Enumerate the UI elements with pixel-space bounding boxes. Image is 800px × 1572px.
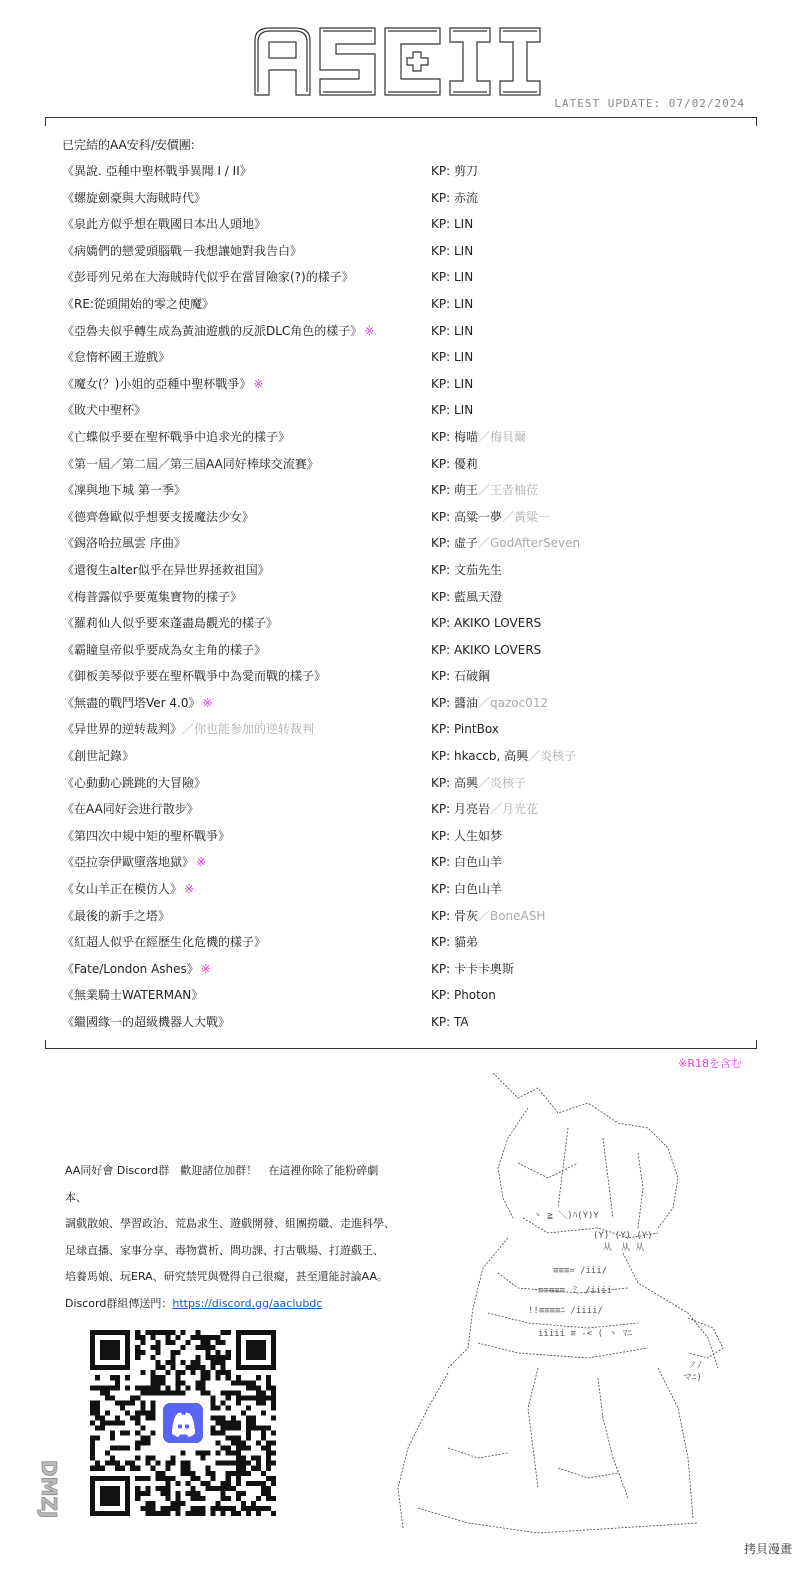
item-title — [62, 770, 206, 797]
item-kp-text: KP: PintBox — [431, 722, 499, 737]
item-kp — [431, 318, 473, 345]
item-title — [62, 743, 134, 770]
item-kp — [431, 903, 545, 930]
item-kp-text: KP: 文茄先生 — [431, 562, 502, 577]
item-kp-text: KP: 高粱一夢 — [431, 509, 502, 524]
item-title — [62, 929, 266, 956]
list-item — [62, 451, 752, 478]
list-item — [62, 291, 752, 318]
list-item — [62, 557, 752, 584]
item-title-text: 《第四次中規中矩的聖杯戰爭》 — [62, 828, 231, 843]
list-item — [62, 238, 752, 265]
item-kp-text: KP: 白色山羊 — [431, 855, 502, 870]
item-title — [62, 264, 354, 291]
discord-qr-code[interactable] — [90, 1330, 276, 1516]
discord-line: 調戲散娘、學習政治、荒島求生、遊戲開發、組團撈職、走進科學、 — [65, 1217, 395, 1230]
item-title-text: 《異說. 亞種中聖杯戰爭異聞 I / II》 — [62, 164, 252, 178]
item-kp-text: KP: LIN — [431, 243, 474, 258]
item-kp — [431, 185, 478, 212]
item-kp — [431, 770, 526, 797]
item-title — [62, 1009, 230, 1036]
dmzj-watermark — [12, 1458, 61, 1553]
item-title-text: 《魔女(？)小姐的亞種中聖杯戰爭》 — [62, 376, 252, 391]
item-kp-text: KP: LIN — [431, 217, 474, 232]
item-title-text: 《亞拉奈伊歐墮落地獄》 — [62, 855, 195, 870]
list-item — [62, 849, 752, 876]
item-title — [62, 451, 319, 478]
item-title-text: 《羅莉仙人似乎要來蓬盡島觀光的樣子》 — [62, 616, 279, 631]
item-title-text: 《德齊魯歐似乎想要支援魔法少女》 — [62, 509, 255, 524]
item-kp — [431, 929, 478, 956]
item-title — [62, 371, 263, 398]
item-title-text: 《螺旋劍豪與大海賊時代》 — [62, 190, 207, 205]
item-kp-text: KP: 人生如梦 — [431, 828, 502, 843]
item-kp-text: KP: Photon — [431, 988, 496, 1003]
item-kp-text: KP: 醬油 — [431, 695, 478, 710]
item-title-text: 《异世界的逆转裁判》 — [62, 722, 183, 737]
item-kp-alt: ／梅貝爾 — [477, 429, 526, 444]
item-kp — [431, 557, 502, 584]
item-kp — [431, 211, 473, 238]
list-item — [62, 796, 752, 823]
item-title-text: 《御板美琴似乎要在聖杯戰爭中為愛而戰的樣子》 — [62, 669, 327, 684]
discord-link[interactable]: https://discord.gg/aaclubdc — [172, 1296, 323, 1310]
item-kp-alt: ／黃粱一 — [501, 509, 550, 524]
item-kp-text: KP: 骨灰 — [431, 908, 478, 923]
list-item — [62, 956, 752, 983]
discord-line: AA同好會 Discord群 歡迎諸位加群！ 在這裡你除了能粉碎劇本、 — [65, 1164, 379, 1204]
item-title — [62, 716, 314, 743]
list-item — [62, 743, 752, 770]
item-title — [62, 291, 214, 318]
item-kp-text: KP: AKIKO LOVERS — [431, 616, 542, 631]
item-kp-alt: ／qazoc012 — [477, 695, 549, 710]
item-kp — [431, 344, 473, 371]
item-kp-alt: ／炎核子 — [528, 749, 577, 764]
list-item — [62, 929, 752, 956]
item-title-text: 《Fate/London Ashes》 — [62, 961, 199, 976]
item-title — [62, 690, 213, 717]
item-kp — [431, 504, 550, 531]
item-kp — [431, 743, 576, 770]
ascii-art-illustration — [388, 1068, 738, 1548]
item-kp-text: KP: 白色山羊 — [431, 882, 502, 897]
completed-list — [62, 158, 752, 1036]
item-kp-text: KP: LIN — [431, 270, 474, 285]
item-kp — [431, 849, 502, 876]
item-title — [62, 158, 252, 185]
item-title — [62, 876, 194, 903]
svg-text:マﾆ): マﾆ) — [683, 1373, 702, 1383]
item-kp — [431, 796, 538, 823]
ascii-logo — [250, 20, 550, 100]
list-item — [62, 610, 752, 637]
item-kp-text: KP: 虛子 — [431, 536, 478, 551]
item-kp — [431, 823, 502, 850]
item-title — [62, 637, 266, 664]
watermark-left-text: DMZJ — [37, 1460, 61, 1519]
item-title — [62, 982, 203, 1009]
item-title-alt: ／你也能参加的逆转裁判 — [182, 722, 315, 737]
item-title-text: 《無業騎士WATERMAN》 — [62, 988, 204, 1003]
list-item — [62, 823, 752, 850]
svg-text:≡≡≡≡≡ ミ /iiii: ≡≡≡≡≡ ミ /iiii — [538, 1286, 613, 1296]
item-title-text: 《亡蝶似乎要在聖杯戰爭中追求光的樣子》 — [62, 429, 291, 444]
list-item — [62, 663, 752, 690]
item-title — [62, 318, 374, 345]
item-title — [62, 610, 278, 637]
item-title — [62, 584, 242, 611]
item-title — [62, 504, 254, 531]
item-kp — [431, 397, 473, 424]
list-item — [62, 318, 752, 345]
list-item — [62, 344, 752, 371]
item-kp-text: KP: 月亮岩 — [431, 802, 490, 817]
r18-mark: ※ — [364, 323, 375, 338]
item-title — [62, 238, 302, 265]
item-kp-text: KP: 剪刀 — [431, 164, 478, 178]
list-frame-bottom — [45, 1040, 757, 1049]
item-title — [62, 344, 170, 371]
item-kp — [431, 530, 580, 557]
item-title-text: 《彭哥列兄弟在大海賊時代似乎在當冒險家(?)的樣子》 — [62, 270, 354, 285]
item-kp-text: KP: LIN — [431, 403, 474, 418]
item-title-text: 《紅超人似乎在經歷生化危機的樣子》 — [62, 935, 267, 950]
item-kp-text: KP: 高興 — [431, 775, 478, 790]
item-title — [62, 211, 266, 238]
item-kp-text: KP: LIN — [431, 350, 474, 365]
item-title-text: 《在AA同好会进行散步》 — [62, 802, 199, 817]
svg-text:≡≡≡= /iii/: ≡≡≡= /iii/ — [553, 1266, 608, 1276]
list-item — [62, 716, 752, 743]
item-title — [62, 956, 211, 983]
latest-update: LATEST UPDATE: 07/02/2024 — [554, 97, 745, 110]
list-item — [62, 584, 752, 611]
item-title-text: 《創世記錄》 — [62, 749, 135, 764]
item-kp-text: KP: 藍風天澄 — [431, 589, 502, 604]
list-item — [62, 211, 752, 238]
list-item — [62, 158, 752, 185]
list-item — [62, 185, 752, 212]
item-kp — [431, 663, 490, 690]
item-kp-text: KP: 梅喵 — [431, 429, 478, 444]
item-title — [62, 663, 326, 690]
svg-text:iiiii ≡ -< ( ヽ ﾏﾆ: iiiii ≡ -< ( ヽ ﾏﾆ — [538, 1329, 632, 1339]
item-title-text: 《心動動心跳跳的大冒險》 — [62, 775, 207, 790]
item-kp-text: KP: 赤流 — [431, 190, 478, 205]
item-kp-text: KP: 卡卡卡奧斯 — [431, 961, 514, 976]
discord-link-row — [65, 1291, 395, 1318]
svg-text:丶 ≧ ＼)ﾊ(Y)Y: 丶 ≧ ＼)ﾊ(Y)Y — [533, 1211, 599, 1221]
item-title — [62, 397, 146, 424]
item-kp-text: KP: 石破鋼 — [431, 669, 490, 684]
list-item — [62, 264, 752, 291]
svg-text:从 从 从: 从 从 从 — [603, 1243, 645, 1253]
item-kp — [431, 956, 514, 983]
list-item — [62, 477, 752, 504]
item-title-text: 《亞魯夫似乎轉生成為黃油遊戲的反派DLC角色的樣子》 — [62, 323, 363, 338]
list-heading: 已完結的AA安科/安價團: — [62, 138, 195, 152]
item-title-text: 《泉此方似乎想在戰國日本出人頭地》 — [62, 217, 267, 232]
list-item — [62, 876, 752, 903]
item-title — [62, 530, 186, 557]
item-title — [62, 796, 199, 823]
item-title-text: 《敗犬中聖杯》 — [62, 403, 147, 418]
item-title-text: 《凜與地下城 第一季》 — [62, 483, 186, 498]
item-kp-text: KP: 萌王 — [431, 483, 478, 498]
svg-text:(Y) (Y) (Y): (Y) (Y) (Y) — [593, 1231, 653, 1241]
item-kp — [431, 876, 502, 903]
item-title-text: 《最後的新手之塔》 — [62, 908, 171, 923]
r18-mark: ※ — [253, 376, 264, 391]
item-title — [62, 823, 230, 850]
list-item — [62, 982, 752, 1009]
item-kp — [431, 158, 478, 185]
list-item — [62, 397, 752, 424]
list-item — [62, 371, 752, 398]
item-kp-alt: ／GodAfterSeven — [477, 536, 581, 551]
item-title-text: 《怠惰杯國王遊戲》 — [62, 350, 171, 365]
item-title-text: 《無盡的戰鬥塔Ver 4.0》 — [62, 695, 201, 710]
item-kp-text: KP: TA — [431, 1015, 469, 1029]
item-kp — [431, 637, 541, 664]
item-kp-text: KP: 優莉 — [431, 456, 478, 471]
discord-link-label: Discord群組傳送門： — [65, 1296, 173, 1310]
copymanga-watermark: 拷貝漫畫 — [743, 1542, 792, 1556]
r18-mark: ※ — [184, 882, 195, 897]
item-kp — [431, 610, 541, 637]
list-item — [62, 903, 752, 930]
item-title-text: 《梅普露似乎要蒐集寶物的樣子》 — [62, 589, 243, 604]
item-kp — [431, 424, 526, 451]
list-item — [62, 637, 752, 664]
item-title — [62, 185, 206, 212]
item-title-text: 《病嬌們的戀愛頭腦戰－我想讓她對我告白》 — [62, 243, 303, 258]
item-title — [62, 849, 206, 876]
item-kp-alt: ／炎核子 — [477, 775, 526, 790]
item-title-text: 《第一屆／第二屆／第三屆AA同好棒球交流賽》 — [62, 456, 319, 471]
list-item — [62, 530, 752, 557]
r18-mark: ※ — [196, 855, 207, 870]
list-item — [62, 424, 752, 451]
item-kp-text: KP: 貓弟 — [431, 935, 478, 950]
item-kp — [431, 238, 473, 265]
r18-mark: ※ — [200, 961, 211, 976]
list-frame-top — [45, 117, 757, 126]
item-kp — [431, 1009, 469, 1036]
item-kp-alt: ／BoneASH — [477, 908, 546, 923]
item-title-text: 《錫洛哈拉風雲 序曲》 — [62, 536, 186, 551]
item-kp-alt: ／王者柚莅 — [477, 483, 538, 498]
item-title-text: 《霸瞳皇帝似乎要成為女主角的樣子》 — [62, 642, 267, 657]
discord-line: 足球直播、家事分享、毒物賞析、問功課、打古戰場、打遊戲王、 — [65, 1243, 384, 1257]
item-title — [62, 424, 290, 451]
item-kp — [431, 982, 496, 1009]
item-kp — [431, 716, 499, 743]
list-item — [62, 770, 752, 797]
item-kp-text: KP: hkaccb, 高興 — [431, 749, 529, 764]
item-kp — [431, 291, 473, 318]
item-kp — [431, 584, 502, 611]
item-kp — [431, 371, 473, 398]
item-kp-text: KP: LIN — [431, 323, 474, 338]
item-kp — [431, 264, 473, 291]
item-kp-text: KP: AKIKO LOVERS — [431, 642, 542, 657]
item-title — [62, 903, 170, 930]
item-title-text: 《RE:從頭開始的零之使魔》 — [62, 296, 214, 311]
item-kp-alt: ／月光花 — [489, 802, 538, 817]
list-item — [62, 504, 752, 531]
item-kp — [431, 477, 538, 504]
item-title-text: 《還復生alter似乎在异世界拯救祖国》 — [62, 562, 270, 577]
item-title-text: 《繼國緣一的超級機器人大戰》 — [62, 1015, 231, 1029]
item-kp — [431, 690, 548, 717]
r18-mark: ※ — [202, 695, 213, 710]
discord-line: 培養馬娘、玩ERA、研究禁咒與覺得自己很癡，甚至還能討論AA。 — [65, 1270, 389, 1283]
item-kp-text: KP: LIN — [431, 296, 474, 311]
list-item — [62, 1009, 752, 1036]
item-kp-text: KP: LIN — [431, 376, 474, 391]
item-kp — [431, 451, 478, 478]
svg-text:!!≡≡≡≡ﾆ /iiii/: !!≡≡≡≡ﾆ /iiii/ — [528, 1306, 603, 1316]
discord-section — [65, 1158, 395, 1317]
svg-text:ノﾉ: ノﾉ — [688, 1361, 702, 1371]
item-title — [62, 557, 270, 584]
list-item — [62, 690, 752, 717]
r18-note: ※R18を含む — [678, 1057, 742, 1070]
item-title — [62, 477, 186, 504]
item-title-text: 《女山羊正在模仿人》 — [62, 882, 183, 897]
